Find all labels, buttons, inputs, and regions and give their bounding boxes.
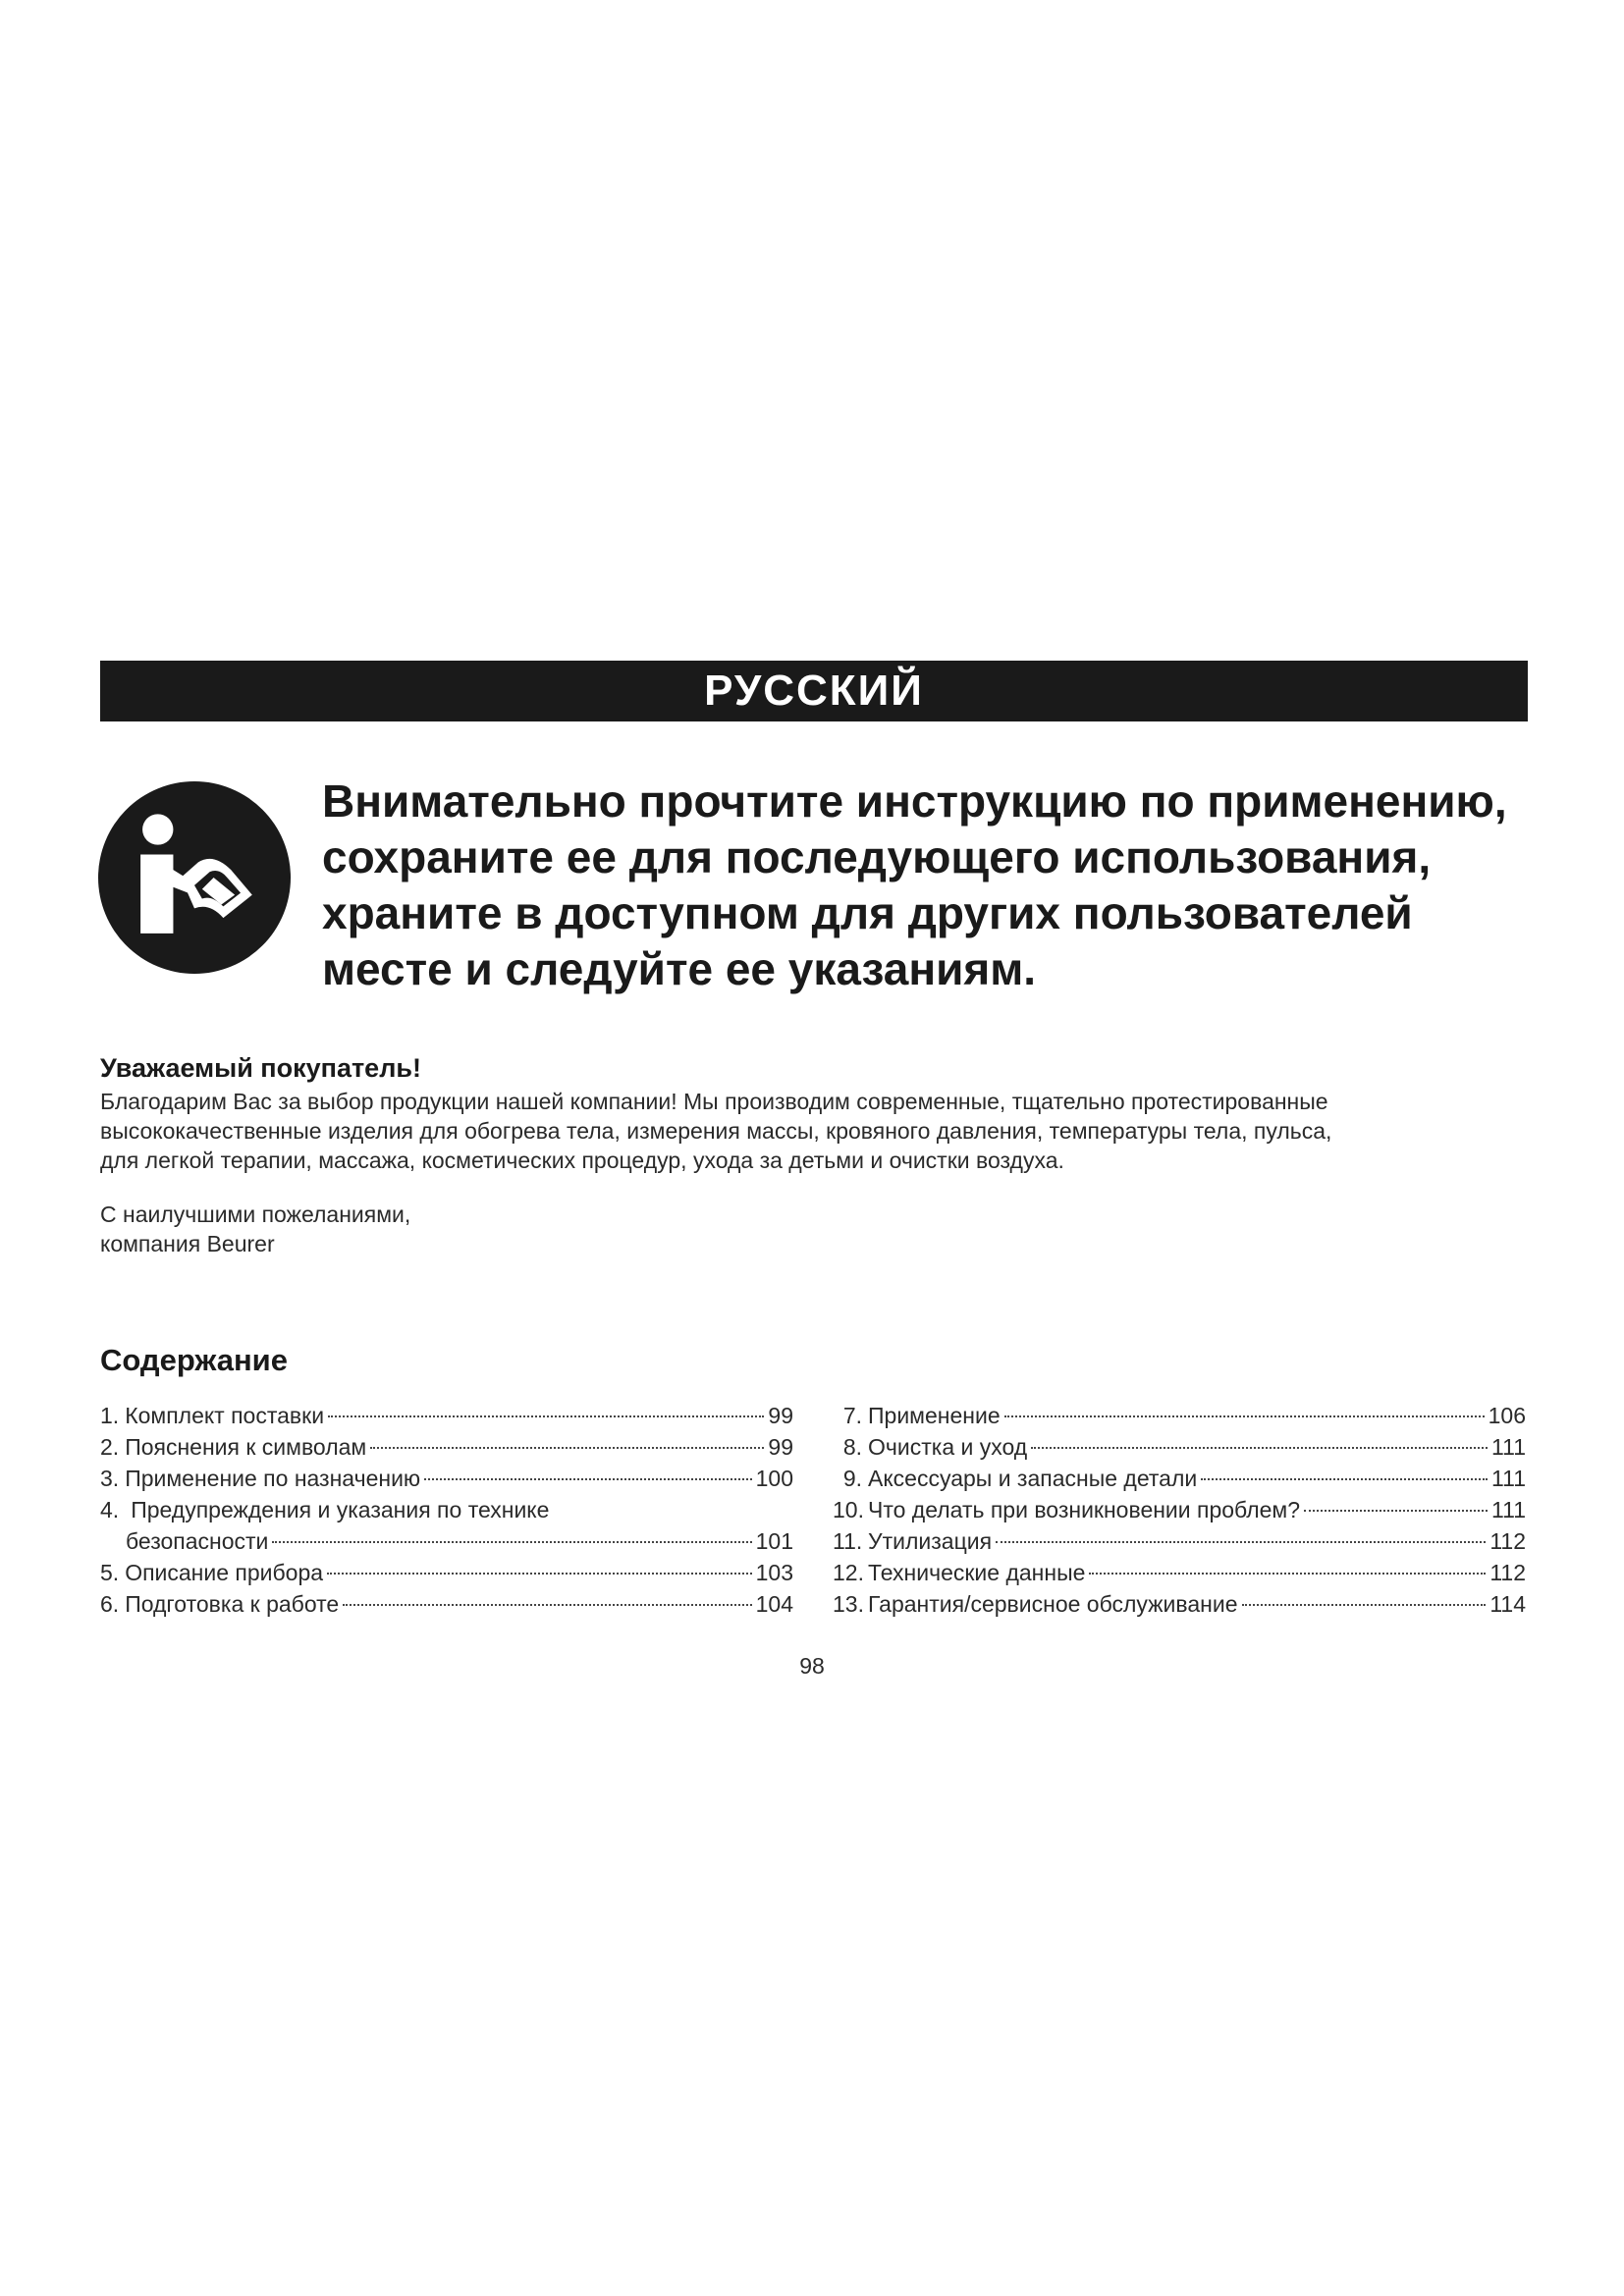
toc-item-number: 1. [100, 1403, 120, 1428]
toc-item-page: 99 [768, 1434, 793, 1460]
toc-item-label: Предупреждения и указания по технике [131, 1497, 550, 1522]
closing-line: компания Beurer [100, 1231, 275, 1256]
toc-item-number: 8. [842, 1434, 862, 1460]
toc-item-label-continuation: безопасности [126, 1528, 269, 1554]
toc-leader [272, 1541, 751, 1543]
headline-line: месте и следуйте ее указаниям. [322, 943, 1037, 994]
toc-item[interactable] [100, 1557, 793, 1588]
read-manual-icon [98, 781, 291, 974]
headline-line: сохраните ее для последующего использования, [322, 831, 1432, 882]
toc-leader [424, 1478, 751, 1480]
toc-leader [1201, 1478, 1488, 1480]
headline-line: Внимательно прочтите инструкцию по применению, [322, 775, 1507, 827]
toc-item[interactable] [100, 1463, 793, 1494]
toc-leader [328, 1415, 764, 1417]
toc-item[interactable] [100, 1588, 793, 1620]
toc-item-number: 6. [100, 1591, 120, 1617]
toc-item-number: 3. [100, 1466, 120, 1491]
toc-item-page: 112 [1489, 1528, 1526, 1554]
toc-item-page: 111 [1491, 1497, 1526, 1522]
toc-leader [370, 1447, 764, 1449]
toc-item[interactable] [833, 1463, 1526, 1494]
toc-leader [1004, 1415, 1485, 1417]
greeting-body [100, 1087, 1534, 1175]
toc-item-page: 114 [1489, 1591, 1526, 1617]
toc-item-label: Очистка и уход [868, 1434, 1028, 1460]
toc-leader [1089, 1573, 1486, 1575]
toc-item[interactable] [833, 1557, 1526, 1588]
toc-item-label: Применение по назначению [125, 1466, 421, 1491]
toc-item-number: 12. [833, 1560, 864, 1585]
toc-leader [1031, 1447, 1488, 1449]
toc-item-label: Пояснения к символам [125, 1434, 367, 1460]
toc-leader [327, 1573, 752, 1575]
toc-item-page: 106 [1488, 1403, 1526, 1428]
toc-leader [343, 1604, 751, 1606]
headline-warning [322, 774, 1540, 997]
toc-item-number: 10. [833, 1497, 864, 1522]
toc-item-continuation[interactable] [100, 1525, 793, 1557]
toc-right-column [833, 1400, 1526, 1620]
toc-item[interactable] [833, 1400, 1526, 1431]
toc-item-page: 104 [755, 1591, 793, 1617]
toc-item-label: Аксессуары и запасные детали [868, 1466, 1198, 1491]
toc-item-page: 111 [1491, 1466, 1526, 1491]
language-banner: РУССКИЙ [100, 661, 1528, 721]
closing-signature [100, 1200, 410, 1258]
toc-item-page: 99 [768, 1403, 793, 1428]
toc-leader [1242, 1604, 1487, 1606]
greeting-line: Благодарим Вас за выбор продукции нашей компании! Мы производим современные, тщательно протестированные [100, 1089, 1328, 1114]
toc-item[interactable] [100, 1431, 793, 1463]
toc-item-label: Комплект поставки [125, 1403, 325, 1428]
toc-title: Содержание [100, 1343, 288, 1377]
toc-item-number: 13. [833, 1591, 864, 1617]
toc-item-page: 103 [755, 1560, 793, 1585]
toc-leader [1304, 1510, 1488, 1512]
toc-item-number: 2. [100, 1434, 120, 1460]
toc-item-label: Гарантия/сервисное обслуживание [868, 1591, 1238, 1617]
toc-left-column [100, 1400, 793, 1620]
page-number: 98 [799, 1653, 825, 1679]
toc-item-label: Технические данные [868, 1560, 1086, 1585]
toc-item-page: 101 [755, 1528, 793, 1554]
toc-item-label: Применение [868, 1403, 1001, 1428]
toc-item-number: 11. [833, 1528, 863, 1554]
toc-item[interactable] [100, 1494, 793, 1525]
toc-item-page: 112 [1489, 1560, 1526, 1585]
greeting-title: Уважаемый покупатель! [100, 1053, 421, 1083]
toc-item-page: 111 [1491, 1434, 1526, 1460]
toc-leader [996, 1541, 1486, 1543]
headline-line: храните в доступном для других пользователей [322, 887, 1413, 938]
toc-item[interactable] [833, 1494, 1526, 1525]
toc-item-label: Что делать при возникновении проблем? [868, 1497, 1301, 1522]
toc-item[interactable] [100, 1400, 793, 1431]
toc-item-label: Подготовка к работе [125, 1591, 340, 1617]
toc-item-number: 7. [842, 1403, 862, 1428]
greeting-line: высококачественные изделия для обогрева тела, измерения массы, кровяного давления, температуры тела, пульса, [100, 1118, 1332, 1144]
toc-item-number: 5. [100, 1560, 120, 1585]
closing-line: С наилучшими пожеланиями, [100, 1201, 411, 1227]
toc-item-number: 9. [842, 1466, 862, 1491]
toc-item-page: 100 [755, 1466, 793, 1491]
toc-item-label: Описание прибора [125, 1560, 324, 1585]
toc-item[interactable] [833, 1588, 1526, 1620]
toc-item-number: 4. [100, 1497, 120, 1522]
toc-item-label: Утилизация [868, 1528, 993, 1554]
toc-item[interactable] [833, 1525, 1526, 1557]
greeting-line: для легкой терапии, массажа, косметических процедур, ухода за детьми и очистки воздуха. [100, 1148, 1064, 1173]
toc-item[interactable] [833, 1431, 1526, 1463]
